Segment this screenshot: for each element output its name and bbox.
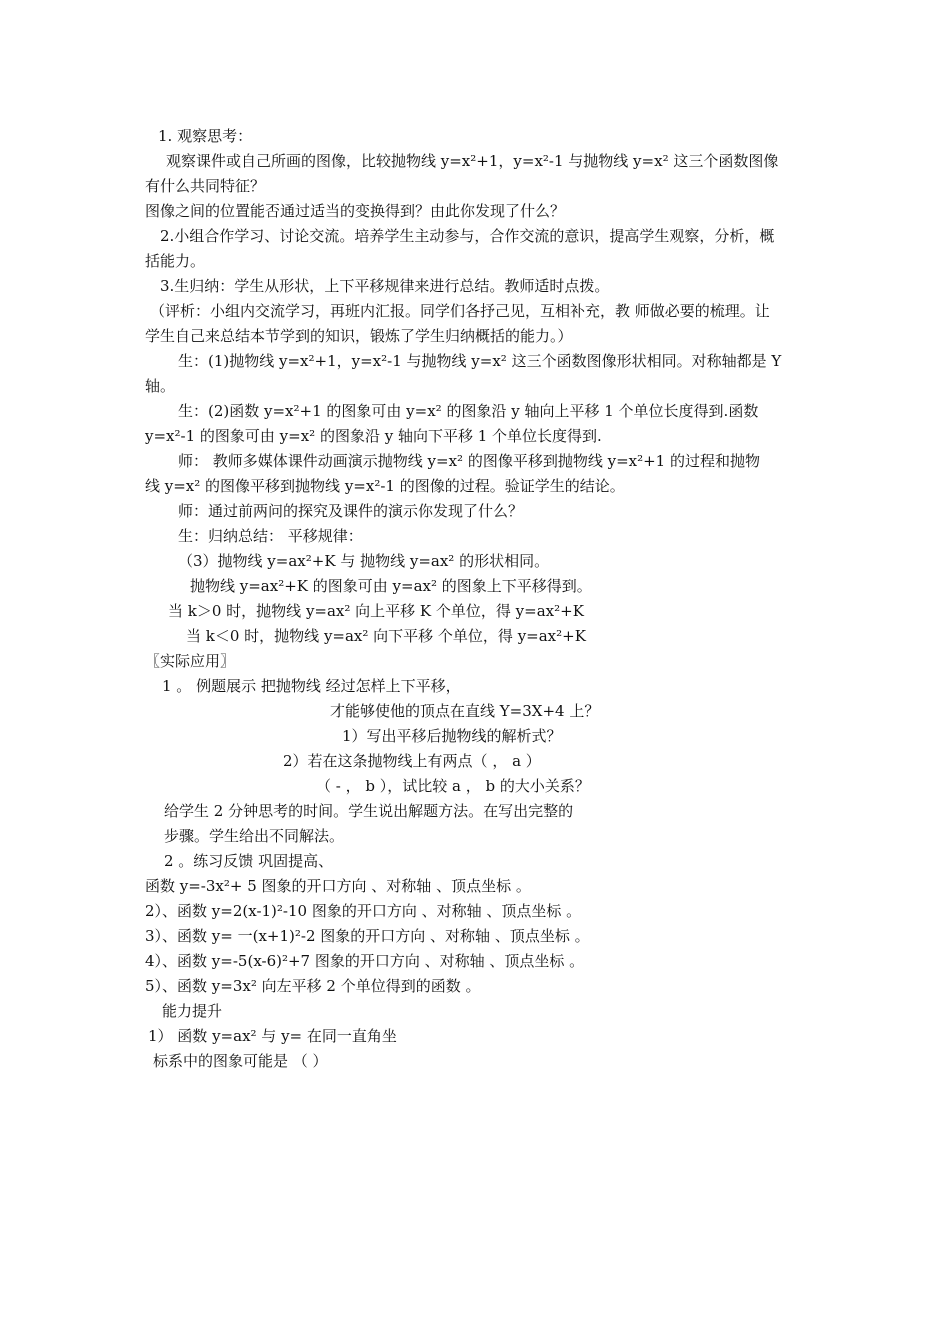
text-line: （评析：小组内交流学习，再班内汇报。同学们各抒己见，互相补充，教 师做必要的梳理。让	[150, 302, 770, 320]
text-line: 1. 观察思考：	[158, 127, 253, 145]
text-line: 有什么共同特征？	[145, 177, 266, 195]
text-line: 3.生归纳：学生从形状，上下平移规律来进行总结。教师适时点拨。	[160, 277, 610, 295]
text-line: 线 y=x² 的图像平移到抛物线 y=x²-1 的图像的过程。验证学生的结论。	[145, 477, 625, 495]
text-line: 才能够使他的顶点在直线 Y=3X+4 上？	[330, 702, 600, 720]
text-line: 2.小组合作学习、讨论交流。培养学生主动参与，合作交流的意识，提高学生观察，分析，概	[160, 227, 775, 245]
text-line: 抛物线 y=ax²+K 的图象可由 y=ax² 的图象上下平移得到。	[190, 577, 592, 595]
exercise-item: 5）、函数 y=3x² 向左平移 2 个单位得到的函数 。	[145, 977, 481, 995]
text-line: 标系中的图象可能是 （ ）	[153, 1052, 328, 1070]
text-line: 括能力。	[145, 252, 206, 270]
text-line: 2 。练习反馈 巩固提高、	[164, 852, 334, 870]
text-line: 生：(2)函数 y=x²+1 的图象可由 y=x² 的图象沿 y 轴向上平移 1 个单位长度得到.函数	[178, 402, 759, 420]
text-line: 观察课件或自己所画的图像，比较抛物线 y=x²+1，y=x²-1 与抛物线 y=x² 这三个函数图像	[166, 152, 779, 170]
exercise-item: 1） 函数 y=ax² 与 y= 在同一直角坐	[148, 1027, 397, 1045]
exercise-item: 4）、函数 y=-5(x-6)²+7 图象的开口方向 、对称轴 、顶点坐标 。	[145, 952, 585, 970]
text-line: 生：(1)抛物线 y=x²+1，y=x²-1 与抛物线 y=x² 这三个函数图像形状相同。对称轴都是 Y	[178, 352, 782, 370]
exercise-item: 函数 y=-3x²+ 5 图象的开口方向 、对称轴 、顶点坐标 。	[145, 877, 531, 895]
text-line: 当 k＜0 时，抛物线 y=ax² 向下平移 个单位，得 y=ax²+K	[186, 627, 586, 645]
exercise-item: 3）、函数 y= 一(x+1)²-2 图象的开口方向 、对称轴 、顶点坐标 。	[145, 927, 590, 945]
text-line: 师：通过前两问的探究及课件的演示你发现了什么？	[178, 502, 524, 520]
text-line: 1 。 例题展示 把抛物线 经过怎样上下平移，	[162, 677, 461, 695]
text-line: 2）若在这条抛物线上有两点（ ， a ）	[283, 752, 541, 770]
text-line: 当 k＞0 时，抛物线 y=ax² 向上平移 K 个单位，得 y=ax²+K	[168, 602, 584, 620]
text-line: 生：归纳总结： 平移规律：	[178, 527, 363, 545]
text-line: 师： 教师多媒体课件动画演示抛物线 y=x² 的图像平移到抛物线 y=x²+1 的过程和抛物	[178, 452, 760, 470]
text-line: 图像之间的位置能否通过适当的变换得到？由此你发现了什么？	[145, 202, 566, 220]
text-line: 给学生 2 分钟思考的时间。学生说出解题方法。在写出完整的	[164, 802, 574, 820]
text-line: 轴。	[145, 377, 176, 395]
text-line: （3）抛物线 y=ax²+K 与 抛物线 y=ax² 的形状相同。	[178, 552, 550, 570]
text-line: （ - ， b ），试比较 a ， b 的大小关系？	[316, 777, 590, 795]
section-heading: 能力提升	[162, 1002, 223, 1020]
exercise-item: 2）、函数 y=2(x-1)²-10 图象的开口方向 、对称轴 、顶点坐标 。	[145, 902, 582, 920]
text-line: y=x²-1 的图象可由 y=x² 的图象沿 y 轴向下平移 1 个单位长度得到.	[145, 427, 602, 445]
text-line: 1）写出平移后抛物线的解析式？	[342, 727, 562, 745]
section-heading: 〖实际应用〗	[145, 652, 236, 670]
text-line: 步骤。学生给出不同解法。	[164, 827, 345, 845]
text-line: 学生自己来总结本节学到的知识，锻炼了学生归纳概括的能力。）	[145, 327, 573, 345]
